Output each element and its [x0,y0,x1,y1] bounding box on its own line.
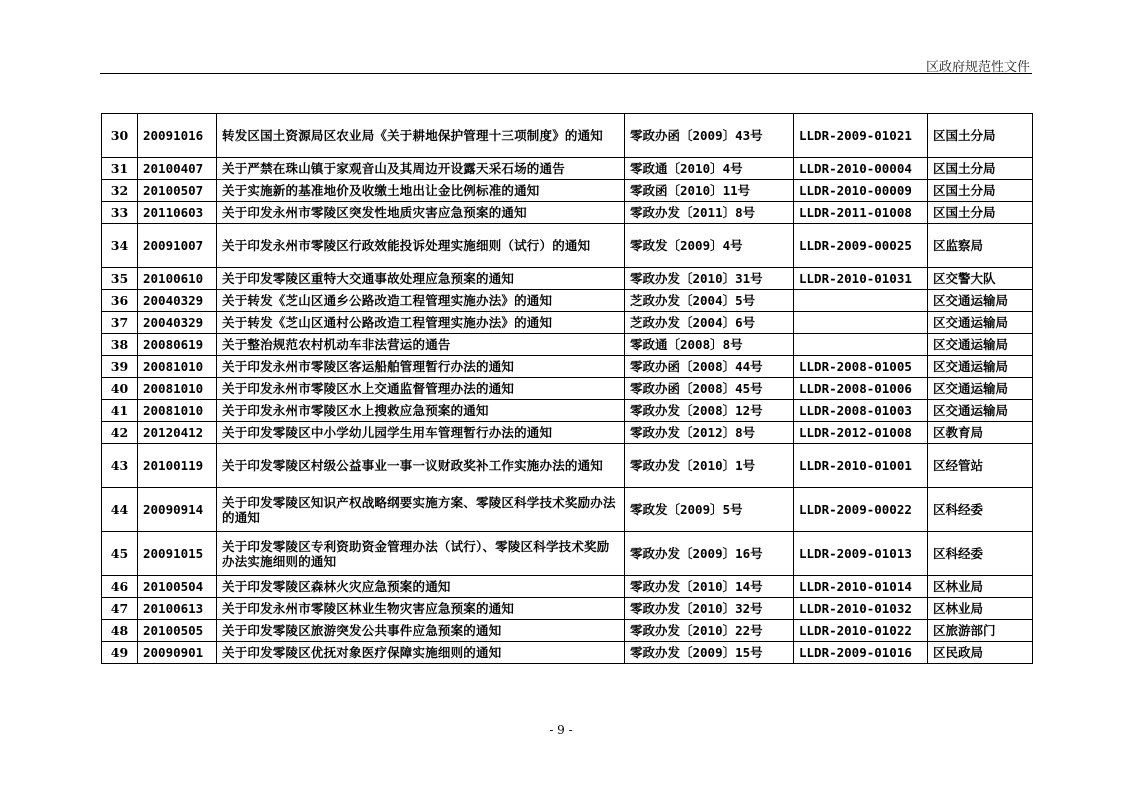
row-registration-code [794,312,928,334]
row-department: 区交通运输局 [928,334,1033,356]
row-date: 20040329 [138,312,217,334]
row-date: 20081010 [138,356,217,378]
table-row [102,620,1033,642]
row-number: 34 [102,224,138,268]
row-department: 区教育局 [928,422,1033,444]
row-date: 20100407 [138,158,217,180]
row-registration-code: LLDR-2010-01001 [794,444,928,488]
row-date: 20110603 [138,202,217,224]
row-title: 关于印发永州市零陵区水上交通监督管理办法的通知 [217,378,625,400]
row-number: 31 [102,158,138,180]
row-title: 关于印发永州市零陵区行政效能投诉处理实施细则（试行）的通知 [217,224,625,268]
row-registration-code: LLDR-2010-01032 [794,598,928,620]
row-doc-number: 零政办函〔2008〕45号 [625,378,794,400]
row-title: 关于印发零陵区优抚对象医疗保障实施细则的通知 [217,642,625,664]
row-doc-number: 零政办发〔2011〕8号 [625,202,794,224]
row-title: 关于印发永州市零陵区林业生物灾害应急预案的通知 [217,598,625,620]
row-date: 20081010 [138,378,217,400]
table-row [102,598,1033,620]
table-row [102,378,1033,400]
row-registration-code: LLDR-2008-01006 [794,378,928,400]
row-doc-number: 零政办发〔2010〕32号 [625,598,794,620]
row-department: 区国土分局 [928,180,1033,202]
row-department: 区交通运输局 [928,378,1033,400]
table-row [102,224,1033,268]
row-registration-code: LLDR-2010-00009 [794,180,928,202]
row-number: 40 [102,378,138,400]
row-registration-code: LLDR-2012-01008 [794,422,928,444]
row-number: 41 [102,400,138,422]
row-title: 关于印发永州市零陵区客运船舶管理暂行办法的通知 [217,356,625,378]
row-title: 关于印发零陵区重特大交通事故处理应急预案的通知 [217,268,625,290]
row-date: 20091015 [138,532,217,576]
row-number: 43 [102,444,138,488]
row-registration-code: LLDR-2010-01014 [794,576,928,598]
page-number: - 9 - [549,723,573,737]
row-title: 关于印发零陵区村级公益事业一事一议财政奖补工作实施办法的通知 [217,444,625,488]
row-registration-code: LLDR-2008-01003 [794,400,928,422]
row-date: 20080619 [138,334,217,356]
row-date: 20090901 [138,642,217,664]
row-number: 35 [102,268,138,290]
table-row [102,202,1033,224]
row-date: 20120412 [138,422,217,444]
row-registration-code: LLDR-2010-00004 [794,158,928,180]
table-row [102,642,1033,664]
row-doc-number: 零政办发〔2010〕1号 [625,444,794,488]
table-row [102,356,1033,378]
row-department: 区林业局 [928,598,1033,620]
row-doc-number: 零政办函〔2008〕44号 [625,356,794,378]
row-number: 49 [102,642,138,664]
row-department: 区交通运输局 [928,356,1033,378]
row-doc-number: 零政办发〔2012〕8号 [625,422,794,444]
row-number: 36 [102,290,138,312]
row-registration-code: LLDR-2010-01022 [794,620,928,642]
row-title: 关于印发零陵区专利资助资金管理办法（试行）、零陵区科学技术奖励办法实施细则的通知 [217,532,625,576]
table-row [102,400,1033,422]
row-department: 区国土分局 [928,158,1033,180]
row-registration-code: LLDR-2009-01021 [794,114,928,158]
row-doc-number: 零政函〔2010〕11号 [625,180,794,202]
row-department: 区国土分局 [928,202,1033,224]
row-doc-number: 芝政办发〔2004〕6号 [625,312,794,334]
row-title: 关于印发永州市零陵区水上搜救应急预案的通知 [217,400,625,422]
row-title: 关于印发永州市零陵区突发性地质灾害应急预案的通知 [217,202,625,224]
row-number: 44 [102,488,138,532]
row-number: 33 [102,202,138,224]
row-department: 区交通运输局 [928,290,1033,312]
row-registration-code: LLDR-2008-01005 [794,356,928,378]
row-date: 20091016 [138,114,217,158]
table-row [102,576,1033,598]
row-title: 关于转发《芝山区通村公路改造工程管理实施办法》的通知 [217,312,625,334]
row-date: 20040329 [138,290,217,312]
table-row [102,422,1033,444]
row-title: 转发区国土资源局区农业局《关于耕地保护管理十三项制度》的通知 [217,114,625,158]
row-doc-number: 芝政办发〔2004〕5号 [625,290,794,312]
row-title: 关于整治规范农村机动车非法营运的通告 [217,334,625,356]
table-row [102,488,1033,532]
table-row [102,114,1033,158]
table-row [102,268,1033,290]
row-doc-number: 零政办发〔2009〕16号 [625,532,794,576]
row-doc-number: 零政通〔2008〕8号 [625,334,794,356]
row-date: 20100507 [138,180,217,202]
row-doc-number: 零政发〔2009〕4号 [625,224,794,268]
row-department: 区交通运输局 [928,400,1033,422]
row-department: 区民政局 [928,642,1033,664]
row-number: 48 [102,620,138,642]
table-row [102,290,1033,312]
row-department: 区监察局 [928,224,1033,268]
row-registration-code: LLDR-2009-01016 [794,642,928,664]
row-department: 区交通运输局 [928,312,1033,334]
row-number: 42 [102,422,138,444]
table-row [102,312,1033,334]
row-number: 30 [102,114,138,158]
row-number: 32 [102,180,138,202]
row-doc-number: 零政办发〔2010〕14号 [625,576,794,598]
table-row [102,532,1033,576]
row-registration-code: LLDR-2009-01013 [794,532,928,576]
row-date: 20081010 [138,400,217,422]
row-department: 区林业局 [928,576,1033,598]
row-title: 关于印发零陵区知识产权战略纲要实施方案、零陵区科学技术奖励办法的通知 [217,488,625,532]
row-title: 关于印发零陵区森林火灾应急预案的通知 [217,576,625,598]
row-doc-number: 零政办函〔2009〕43号 [625,114,794,158]
row-date: 20100504 [138,576,217,598]
row-registration-code: LLDR-2009-00025 [794,224,928,268]
row-number: 46 [102,576,138,598]
row-doc-number: 零政办发〔2010〕31号 [625,268,794,290]
row-doc-number: 零政办发〔2008〕12号 [625,400,794,422]
row-date: 20100610 [138,268,217,290]
row-doc-number: 零政通〔2010〕4号 [625,158,794,180]
table-row [102,180,1033,202]
row-date: 20091007 [138,224,217,268]
row-title: 关于严禁在珠山镇于家观音山及其周边开设露天采石场的通告 [217,158,625,180]
table-row [102,334,1033,356]
row-number: 47 [102,598,138,620]
row-registration-code [794,290,928,312]
row-date: 20100119 [138,444,217,488]
row-department: 区国土分局 [928,114,1033,158]
row-date: 20100505 [138,620,217,642]
row-title: 关于印发零陵区旅游突发公共事件应急预案的通知 [217,620,625,642]
row-department: 区科经委 [928,488,1033,532]
row-doc-number: 零政发〔2009〕5号 [625,488,794,532]
row-number: 38 [102,334,138,356]
row-registration-code: LLDR-2011-01008 [794,202,928,224]
row-registration-code: LLDR-2009-00022 [794,488,928,532]
row-department: 区旅游部门 [928,620,1033,642]
row-title: 关于转发《芝山区通乡公路改造工程管理实施办法》的通知 [217,290,625,312]
row-department: 区科经委 [928,532,1033,576]
table-row [102,158,1033,180]
row-doc-number: 零政办发〔2009〕15号 [625,642,794,664]
table-row [102,444,1033,488]
regulation-table [101,113,1033,664]
row-title: 关于印发零陵区中小学幼儿园学生用车管理暂行办法的通知 [217,422,625,444]
row-registration-code [794,334,928,356]
row-date: 20100613 [138,598,217,620]
row-date: 20090914 [138,488,217,532]
row-doc-number: 零政办发〔2010〕22号 [625,620,794,642]
row-title: 关于实施新的基准地价及收缴土地出让金比例标准的通知 [217,180,625,202]
header-rule [100,73,1032,74]
row-number: 45 [102,532,138,576]
row-registration-code: LLDR-2010-01031 [794,268,928,290]
header-title: 区政府规范性文件 [925,60,1030,75]
row-number: 37 [102,312,138,334]
row-department: 区交警大队 [928,268,1033,290]
row-number: 39 [102,356,138,378]
row-department: 区经管站 [928,444,1033,488]
